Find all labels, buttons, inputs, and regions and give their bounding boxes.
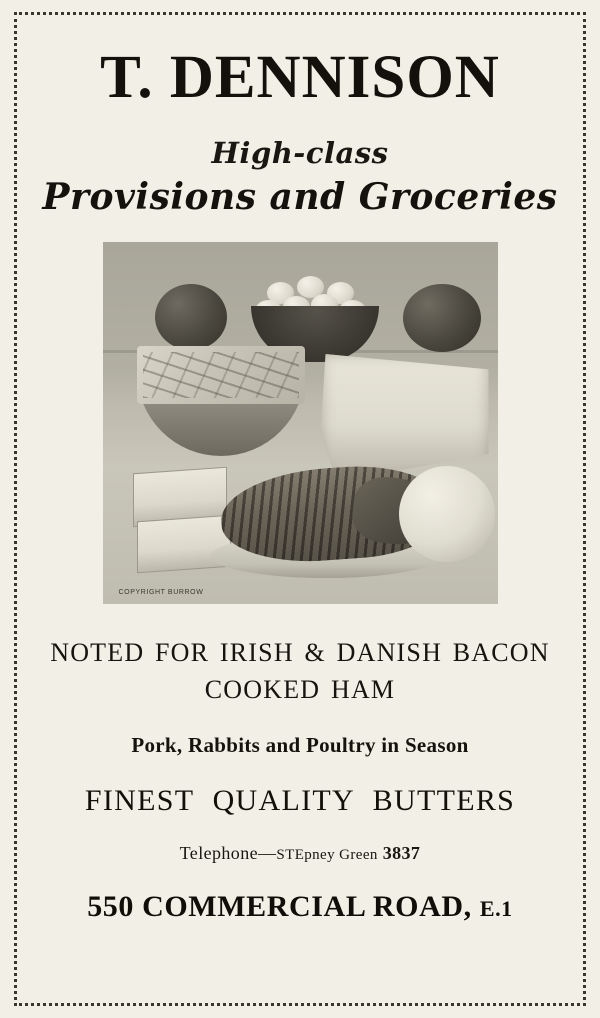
cheese-veins bbox=[143, 352, 299, 398]
apple-left bbox=[155, 284, 227, 350]
product-photograph bbox=[103, 242, 498, 604]
address-line bbox=[30, 890, 570, 924]
telephone-line bbox=[30, 843, 570, 864]
advertisement-content bbox=[30, 26, 570, 924]
subtitle-provisions-and-groceries: Provisions and Groceries bbox=[42, 176, 558, 219]
telephone-number: 3837 bbox=[382, 843, 421, 864]
cooked-ham-line: COOKED HAM bbox=[204, 675, 396, 705]
address-street: 550 COMMERCIAL ROAD, bbox=[87, 890, 472, 924]
telephone-prefix: Telephone— bbox=[179, 843, 277, 864]
pork-rabbits-poultry-line: Pork, Rabbits and Poultry in Season bbox=[131, 733, 469, 758]
subtitle-high-class: High-class bbox=[211, 136, 389, 171]
finest-quality-butters-line: FINEST QUALITY BUTTERS bbox=[84, 784, 516, 818]
round-cheese bbox=[399, 466, 495, 562]
photo-credit-text: COPYRIGHT BURROW bbox=[118, 589, 204, 597]
telephone-exchange: STEpney Green bbox=[276, 847, 378, 864]
apple-right bbox=[403, 284, 481, 352]
butter-block bbox=[137, 515, 231, 574]
noted-for-bacon-line: NOTED FOR IRISH & DANISH BACON bbox=[50, 638, 550, 668]
address-district: E.1 bbox=[479, 896, 513, 922]
company-name-heading: T. DENNISON bbox=[100, 44, 500, 111]
